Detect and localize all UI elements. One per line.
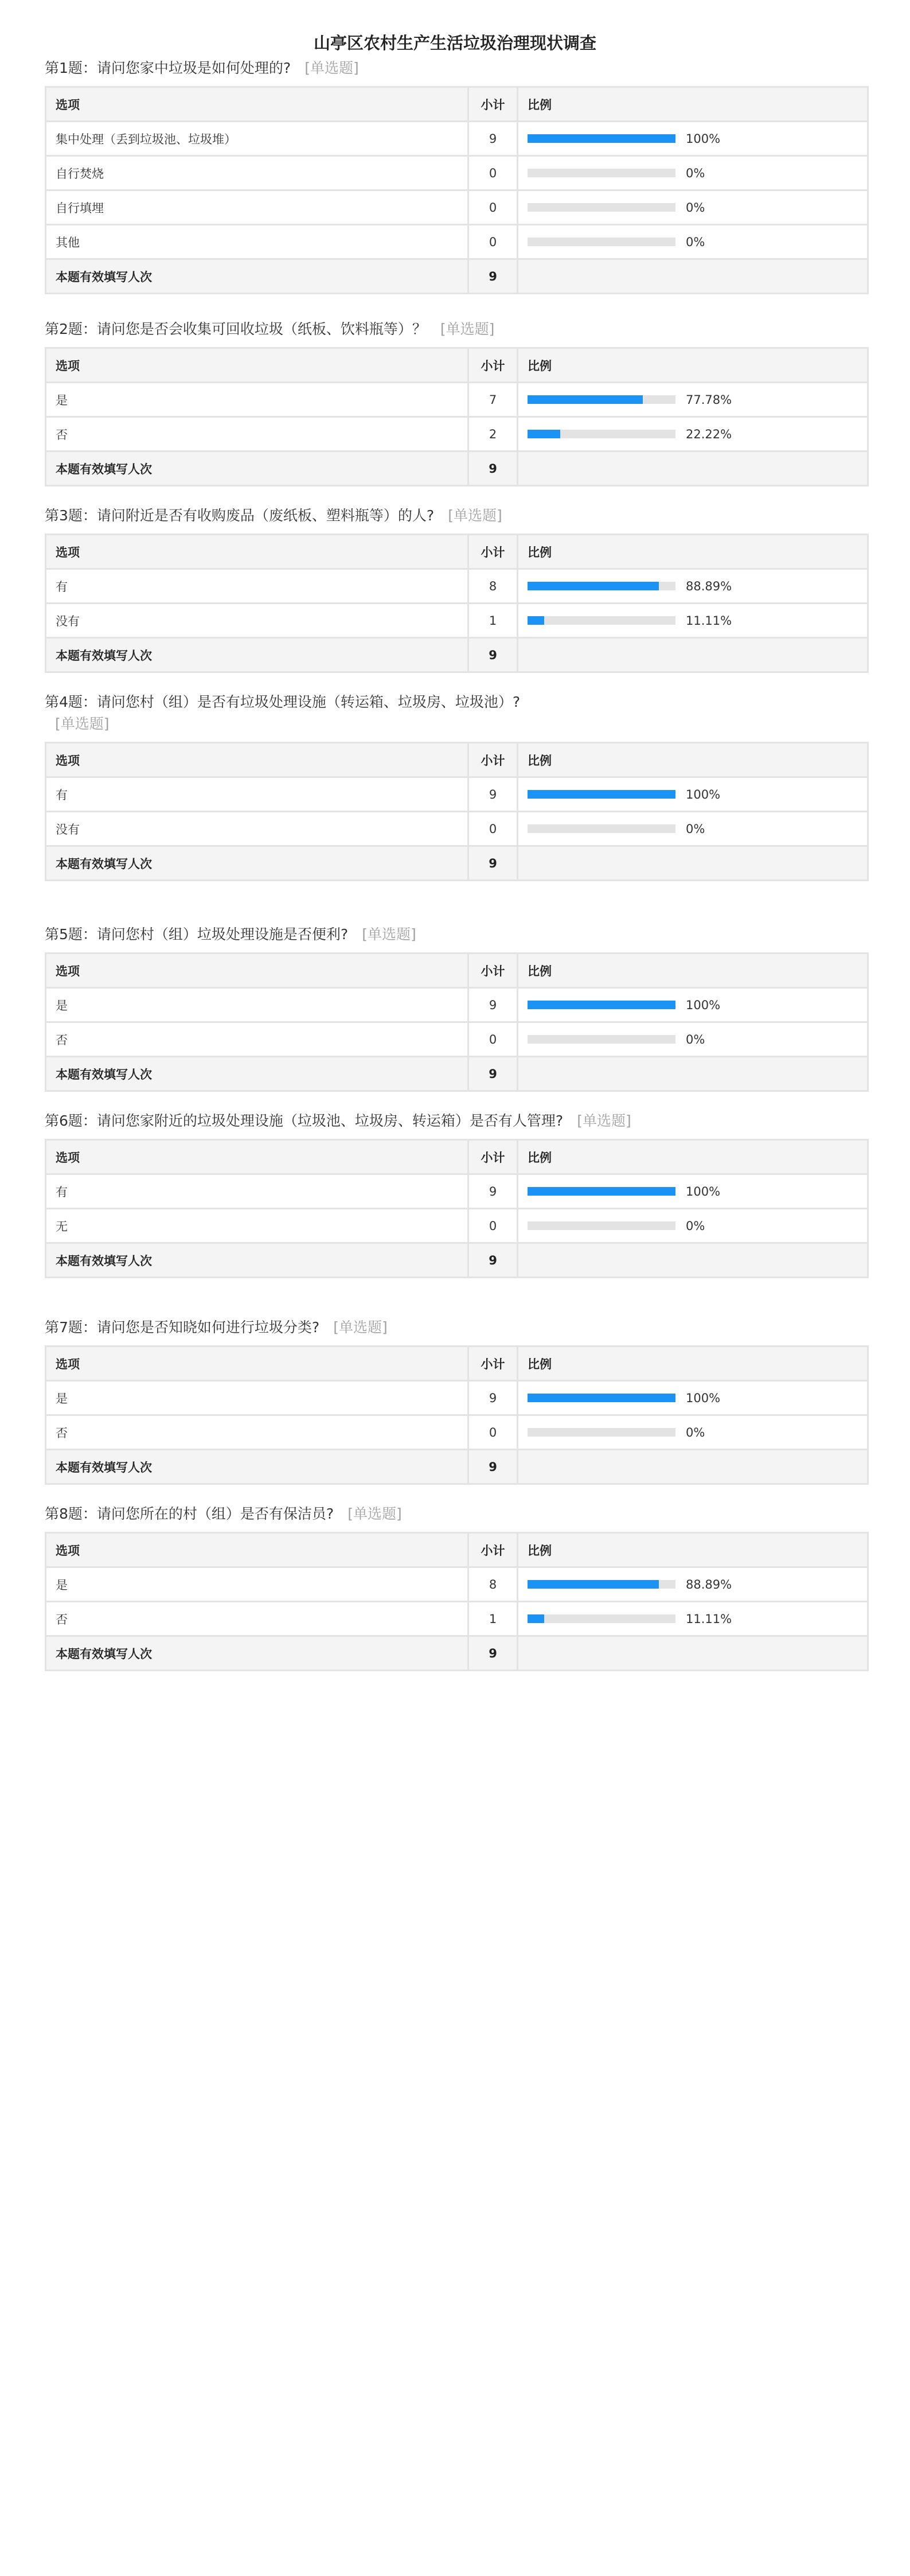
option-label: 无 (46, 1209, 468, 1243)
ratio-percent: 22.22% (686, 427, 732, 441)
total-ratio-empty (518, 1636, 868, 1671)
option-count: 9 (468, 777, 518, 812)
total-row (46, 259, 868, 294)
question-type-tag: [单选题] (347, 1505, 402, 1522)
ratio-percent: 0% (686, 166, 705, 180)
ratio-bar-track (528, 790, 675, 799)
total-count: 9 (468, 259, 518, 294)
option-label: 否 (46, 1022, 468, 1057)
total-ratio-empty (518, 259, 868, 294)
page-title: 山亭区农村生产生活垃圾治理现状调查 (313, 33, 596, 53)
option-ratio-cell (518, 1381, 868, 1415)
question-title (45, 691, 867, 735)
option-count: 9 (468, 1174, 518, 1209)
option-count: 8 (468, 569, 518, 604)
table-header-row (46, 743, 868, 777)
total-ratio-empty (518, 638, 868, 672)
header-ratio: 比例 (518, 1140, 868, 1174)
question-text: 第4题：请问您村（组）是否有垃圾处理设施（转运箱、垃圾房、垃圾池）? (45, 694, 521, 710)
question-block (45, 1110, 867, 1278)
total-row (46, 846, 868, 881)
ratio-percent: 0% (686, 1032, 705, 1046)
question-title (45, 924, 867, 945)
header-option: 选项 (46, 535, 468, 569)
header-option: 选项 (46, 348, 468, 383)
question-title (45, 318, 867, 340)
question-title (45, 57, 867, 79)
ratio-bar-group (528, 1578, 858, 1591)
option-label: 有 (46, 1174, 468, 1209)
ratio-percent: 88.89% (686, 579, 732, 593)
header-count: 小计 (468, 1347, 518, 1381)
ratio-bar-group (528, 788, 858, 801)
total-count: 9 (468, 1057, 518, 1091)
ratio-percent: 100% (686, 1184, 721, 1198)
ratio-bar-track (528, 134, 675, 143)
option-label: 没有 (46, 812, 468, 846)
table-header-row (46, 1347, 868, 1381)
results-table (45, 1532, 869, 1671)
total-count: 9 (468, 452, 518, 486)
table-row (46, 1174, 868, 1209)
ratio-percent: 0% (686, 235, 705, 249)
option-ratio-cell (518, 569, 868, 604)
ratio-bar-group (528, 166, 858, 180)
header-ratio: 比例 (518, 87, 868, 122)
ratio-bar-group (528, 1033, 858, 1046)
ratio-bar-fill (528, 582, 659, 590)
option-label: 是 (46, 383, 468, 417)
total-row (46, 638, 868, 672)
option-label: 没有 (46, 604, 468, 638)
ratio-bar-group (528, 1391, 858, 1405)
ratio-bar-track (528, 203, 675, 212)
option-label: 是 (46, 988, 468, 1022)
option-count: 0 (468, 1415, 518, 1450)
results-table (45, 534, 869, 673)
option-count: 1 (468, 1602, 518, 1636)
question-text: 第6题：请问您家附近的垃圾处理设施（垃圾池、垃圾房、转运箱）是否有人管理? (45, 1112, 564, 1129)
header-ratio: 比例 (518, 1347, 868, 1381)
question-text: 第7题：请问您是否知晓如何进行垃圾分类? (45, 1319, 320, 1336)
ratio-bar-group (528, 1185, 858, 1198)
option-count: 0 (468, 1209, 518, 1243)
header-count: 小计 (468, 1533, 518, 1567)
option-count: 1 (468, 604, 518, 638)
ratio-bar-group (528, 427, 858, 441)
total-label: 本题有效填写人次 (46, 452, 468, 486)
total-row (46, 1243, 868, 1278)
ratio-bar-group (528, 235, 858, 249)
ratio-bar-track (528, 1187, 675, 1196)
header-option: 选项 (46, 743, 468, 777)
header-count: 小计 (468, 1140, 518, 1174)
ratio-bar-group (528, 201, 858, 215)
total-ratio-empty (518, 846, 868, 881)
option-label: 否 (46, 417, 468, 452)
results-table (45, 742, 869, 881)
question-type-tag: [单选题] (362, 926, 416, 943)
ratio-bar-group (528, 393, 858, 407)
total-label: 本题有效填写人次 (46, 1450, 468, 1484)
total-ratio-empty (518, 1057, 868, 1091)
total-label: 本题有效填写人次 (46, 1636, 468, 1671)
question-block (45, 318, 867, 487)
header-option: 选项 (46, 1140, 468, 1174)
option-ratio-cell (518, 122, 868, 156)
header-option: 选项 (46, 87, 468, 122)
total-row (46, 1450, 868, 1484)
ratio-bar-fill (528, 1614, 544, 1623)
question-type-tag: [单选题] (577, 1112, 631, 1129)
table-row (46, 1567, 868, 1602)
ratio-percent: 0% (686, 1425, 705, 1439)
table-row (46, 417, 868, 452)
total-row (46, 452, 868, 486)
question-block (45, 57, 867, 294)
option-ratio-cell (518, 812, 868, 846)
option-count: 9 (468, 1381, 518, 1415)
ratio-bar-fill (528, 1394, 675, 1402)
total-label: 本题有效填写人次 (46, 1057, 468, 1091)
ratio-bar-track (528, 430, 675, 438)
ratio-percent: 100% (686, 131, 721, 146)
question-type-tag: [单选题] (55, 715, 110, 732)
option-label: 是 (46, 1567, 468, 1602)
question-block (45, 1503, 867, 1671)
option-ratio-cell (518, 1415, 868, 1450)
ratio-bar-group (528, 614, 858, 628)
question-text: 第2题：请问您是否会收集可回收垃圾（纸板、饮料瓶等）？ (45, 321, 427, 337)
table-header-row (46, 87, 868, 122)
option-count: 0 (468, 1022, 518, 1057)
results-table (45, 347, 869, 487)
question-text: 第1题：请问您家中垃圾是如何处理的? (45, 60, 291, 76)
option-count: 8 (468, 1567, 518, 1602)
table-row (46, 225, 868, 259)
option-ratio-cell (518, 1022, 868, 1057)
total-label: 本题有效填写人次 (46, 846, 468, 881)
header-count: 小计 (468, 87, 518, 122)
option-label: 其他 (46, 225, 468, 259)
table-row (46, 122, 868, 156)
option-label: 有 (46, 777, 468, 812)
results-table (45, 1139, 869, 1278)
total-count: 9 (468, 1243, 518, 1278)
ratio-bar-track (528, 1428, 675, 1437)
ratio-bar-fill (528, 616, 544, 625)
header-count: 小计 (468, 348, 518, 383)
ratio-percent: 100% (686, 787, 721, 801)
option-ratio-cell (518, 988, 868, 1022)
table-row (46, 1602, 868, 1636)
ratio-bar-fill (528, 1187, 675, 1196)
option-label: 自行焚烧 (46, 156, 468, 190)
question-title (45, 1317, 867, 1338)
option-label: 自行填埋 (46, 190, 468, 225)
header-ratio: 比例 (518, 348, 868, 383)
option-label: 否 (46, 1602, 468, 1636)
question-block (45, 1317, 867, 1485)
header-ratio: 比例 (518, 743, 868, 777)
total-count: 9 (468, 638, 518, 672)
option-count: 0 (468, 225, 518, 259)
question-block (45, 505, 867, 673)
header-option: 选项 (46, 1533, 468, 1567)
option-ratio-cell (518, 156, 868, 190)
header-ratio: 比例 (518, 954, 868, 988)
ratio-bar-group (528, 1612, 858, 1626)
ratio-bar-fill (528, 1001, 675, 1009)
header-ratio: 比例 (518, 535, 868, 569)
table-header-row (46, 535, 868, 569)
question-type-tag: [单选题] (304, 60, 359, 76)
question-title (45, 1503, 867, 1525)
results-table (45, 1345, 869, 1485)
question-title (45, 1110, 867, 1132)
header-count: 小计 (468, 954, 518, 988)
option-ratio-cell (518, 225, 868, 259)
table-row (46, 1381, 868, 1415)
table-row (46, 1022, 868, 1057)
results-table (45, 952, 869, 1092)
option-ratio-cell (518, 1209, 868, 1243)
ratio-bar-group (528, 998, 858, 1012)
ratio-bar-track (528, 824, 675, 833)
option-ratio-cell (518, 383, 868, 417)
ratio-bar-track (528, 1035, 675, 1044)
option-count: 2 (468, 417, 518, 452)
header-option: 选项 (46, 954, 468, 988)
option-count: 0 (468, 156, 518, 190)
table-header-row (46, 348, 868, 383)
question-title (45, 505, 867, 527)
question-block (45, 691, 867, 881)
ratio-bar-group (528, 822, 858, 836)
total-count: 9 (468, 846, 518, 881)
option-label: 集中处理（丢到垃圾池、垃圾堆） (46, 122, 468, 156)
ratio-percent: 0% (686, 1219, 705, 1233)
option-ratio-cell (518, 604, 868, 638)
ratio-bar-group (528, 579, 858, 593)
header-option: 选项 (46, 1347, 468, 1381)
question-text: 第3题：请问附近是否有收购废品（废纸板、塑料瓶等）的人? (45, 507, 435, 524)
option-ratio-cell (518, 1567, 868, 1602)
ratio-bar-track (528, 1001, 675, 1009)
ratio-percent: 100% (686, 1391, 721, 1405)
ratio-bar-track (528, 238, 675, 246)
ratio-bar-fill (528, 134, 675, 143)
total-row (46, 1636, 868, 1671)
option-count: 7 (468, 383, 518, 417)
table-header-row (46, 1140, 868, 1174)
ratio-percent: 0% (686, 200, 705, 215)
ratio-bar-track (528, 1580, 675, 1589)
ratio-percent: 11.11% (686, 1612, 732, 1626)
ratio-bar-group (528, 1219, 858, 1233)
total-label: 本题有效填写人次 (46, 638, 468, 672)
option-label: 有 (46, 569, 468, 604)
table-row (46, 569, 868, 604)
option-count: 0 (468, 812, 518, 846)
option-ratio-cell (518, 417, 868, 452)
ratio-percent: 11.11% (686, 613, 732, 628)
option-count: 9 (468, 122, 518, 156)
ratio-percent: 77.78% (686, 392, 732, 407)
ratio-bar-track (528, 616, 675, 625)
table-header-row (46, 1533, 868, 1567)
option-count: 0 (468, 190, 518, 225)
question-text: 第5题：请问您村（组）垃圾处理设施是否便利? (45, 926, 349, 943)
table-row (46, 1209, 868, 1243)
total-ratio-empty (518, 1243, 868, 1278)
ratio-percent: 0% (686, 822, 705, 836)
ratio-bar-fill (528, 430, 560, 438)
total-label: 本题有效填写人次 (46, 1243, 468, 1278)
ratio-percent: 88.89% (686, 1577, 732, 1591)
header-ratio: 比例 (518, 1533, 868, 1567)
header-count: 小计 (468, 535, 518, 569)
table-row (46, 988, 868, 1022)
ratio-bar-track (528, 395, 675, 404)
total-count: 9 (468, 1450, 518, 1484)
table-header-row (46, 954, 868, 988)
table-row (46, 190, 868, 225)
total-ratio-empty (518, 1450, 868, 1484)
option-label: 是 (46, 1381, 468, 1415)
option-ratio-cell (518, 777, 868, 812)
header-count: 小计 (468, 743, 518, 777)
ratio-bar-fill (528, 395, 643, 404)
question-type-tag: [单选题] (440, 321, 495, 337)
option-count: 9 (468, 988, 518, 1022)
ratio-bar-group (528, 132, 858, 146)
total-ratio-empty (518, 452, 868, 486)
total-row (46, 1057, 868, 1091)
ratio-bar-track (528, 582, 675, 590)
ratio-bar-track (528, 169, 675, 177)
question-type-tag: [单选题] (448, 507, 502, 524)
table-row (46, 156, 868, 190)
question-text: 第8题：请问您所在的村（组）是否有保洁员? (45, 1505, 334, 1522)
ratio-bar-track (528, 1614, 675, 1623)
table-row (46, 777, 868, 812)
ratio-percent: 100% (686, 998, 721, 1012)
table-row (46, 1415, 868, 1450)
option-ratio-cell (518, 1602, 868, 1636)
ratio-bar-fill (528, 790, 675, 799)
ratio-bar-fill (528, 1580, 659, 1589)
table-row (46, 604, 868, 638)
question-block (45, 924, 867, 1092)
option-ratio-cell (518, 190, 868, 225)
ratio-bar-track (528, 1394, 675, 1402)
option-ratio-cell (518, 1174, 868, 1209)
ratio-bar-track (528, 1221, 675, 1230)
total-count: 9 (468, 1636, 518, 1671)
option-label: 否 (46, 1415, 468, 1450)
ratio-bar-group (528, 1426, 858, 1439)
table-row (46, 383, 868, 417)
total-label: 本题有效填写人次 (46, 259, 468, 294)
results-table (45, 86, 869, 294)
question-type-tag: [单选题] (333, 1319, 388, 1336)
table-row (46, 812, 868, 846)
